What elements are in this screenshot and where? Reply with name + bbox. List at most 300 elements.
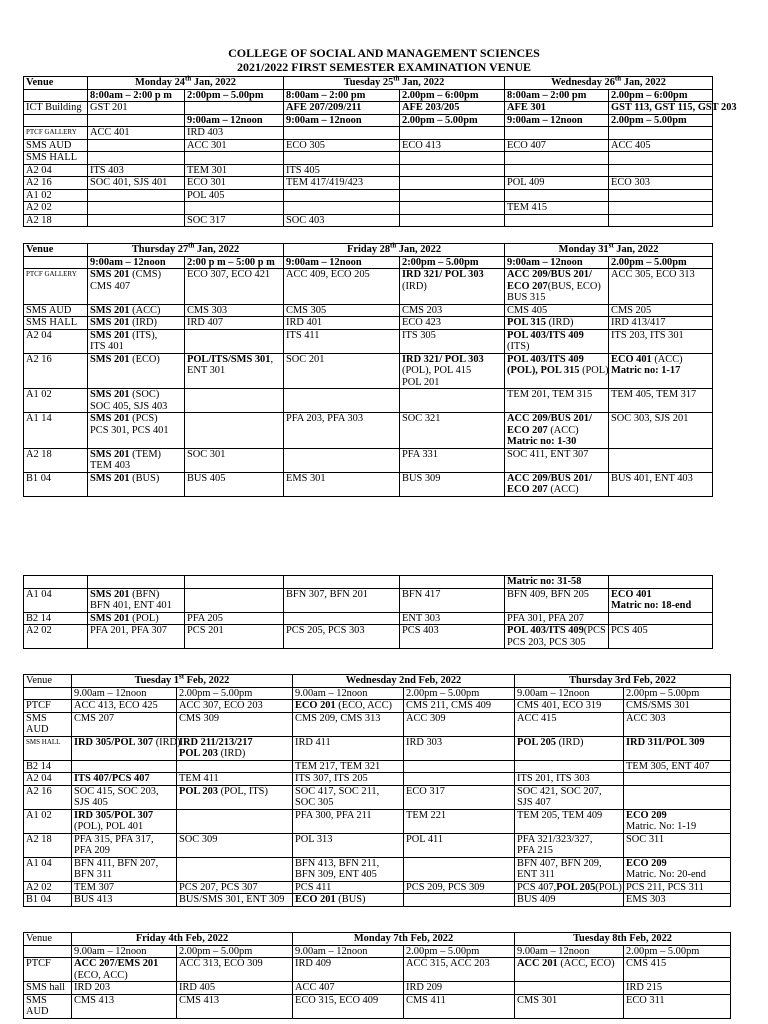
day-header-row bbox=[24, 77, 713, 90]
exam-slot bbox=[609, 189, 713, 202]
venue-name: ICT Building bbox=[24, 102, 88, 115]
venue-row bbox=[24, 700, 731, 713]
time-slot: 2:00pm – 5.00pm bbox=[185, 89, 284, 102]
venue-row bbox=[24, 214, 713, 227]
cell-text: BUS 315 bbox=[507, 292, 546, 303]
cell-text: EMS 301 bbox=[286, 472, 326, 484]
cell-text: ECO 311 bbox=[626, 994, 665, 1006]
exam-slot bbox=[400, 448, 505, 472]
exam-slot bbox=[177, 958, 293, 982]
cell-text: PCS 203, PCS 305 bbox=[507, 636, 586, 648]
exam-slot bbox=[505, 127, 609, 140]
cell-text: ITS 411 bbox=[286, 329, 320, 341]
cell-text: ENT 303 bbox=[402, 612, 441, 624]
course-code-bold: 9:00am – 12noon bbox=[507, 114, 583, 126]
exam-slot bbox=[72, 736, 181, 760]
cell-text: IRD 407 bbox=[187, 317, 224, 328]
exam-slot bbox=[293, 809, 404, 833]
cell-text: PCS 301, PCS 401 bbox=[90, 424, 169, 436]
venue-name: SMS AUD bbox=[24, 139, 88, 152]
cell-text: EMS 303 bbox=[626, 894, 666, 905]
course-code-bold: POL 205 bbox=[556, 881, 596, 893]
day-header: Monday 31st Jan, 2022 bbox=[505, 244, 713, 257]
exam-slot bbox=[284, 139, 400, 152]
cell-text: IRD 413/417 bbox=[611, 317, 666, 328]
exam-slot bbox=[609, 588, 713, 612]
exam-slot bbox=[400, 127, 505, 140]
exam-slot bbox=[185, 177, 284, 190]
cell-text: (POL), POL 401 bbox=[74, 821, 144, 832]
cell-text: TEM 217, TEM 321 bbox=[295, 760, 381, 772]
cell-text: IRD 203 bbox=[74, 982, 111, 993]
exam-slot bbox=[88, 625, 185, 649]
exam-slot bbox=[609, 127, 713, 140]
exam-slot bbox=[185, 114, 284, 127]
cell-text: ECO 303 bbox=[611, 177, 650, 188]
cell-text: (BFN) bbox=[129, 588, 160, 600]
exam-slot bbox=[515, 712, 624, 736]
time-slot: 2.00pm – 5.00pm bbox=[624, 945, 731, 958]
exam-slot bbox=[505, 472, 609, 496]
exam-slot bbox=[177, 760, 293, 773]
exam-slot bbox=[88, 304, 185, 317]
cell-text: (IRD) bbox=[217, 748, 246, 759]
cell-text: (ACC, ECO) bbox=[557, 958, 615, 969]
course-code-bold: POL/ITS/SMS 301 bbox=[187, 353, 271, 365]
cell-text: PCS 403 bbox=[402, 625, 439, 636]
exam-slot bbox=[177, 773, 293, 786]
venue-name: SMS HALL bbox=[24, 317, 88, 330]
exam-slot bbox=[185, 329, 284, 353]
cell-text: BUS 401, ENT 403 bbox=[611, 472, 693, 484]
exam-slot bbox=[185, 472, 284, 496]
exam-slot bbox=[284, 152, 400, 165]
venue-row bbox=[24, 304, 713, 317]
cell-text: IRD 403 bbox=[187, 127, 224, 138]
cell-text: SOC 415, SOC 203, bbox=[74, 785, 159, 797]
venue-row bbox=[24, 389, 713, 413]
cell-text: ACC 401 bbox=[90, 127, 130, 138]
day-header-row bbox=[24, 675, 731, 688]
exam-slot bbox=[72, 760, 177, 773]
exam-slot bbox=[88, 202, 185, 215]
exam-slot bbox=[284, 164, 400, 177]
course-code-bold: SMS 201 bbox=[90, 353, 130, 365]
exam-slot bbox=[185, 625, 284, 649]
exam-slot bbox=[404, 785, 515, 809]
exam-slot bbox=[515, 760, 624, 773]
venue-row bbox=[24, 202, 713, 215]
cell-text: ITS 307, ITS 205 bbox=[295, 773, 368, 784]
course-code-bold: SMS 201 bbox=[90, 304, 130, 316]
cell-text: CMS 413 bbox=[179, 994, 220, 1006]
exam-slot bbox=[293, 712, 404, 736]
cell-text: ITS 403 bbox=[90, 164, 124, 176]
time-slot: 9.00am – 12noon bbox=[293, 945, 404, 958]
exam-slot bbox=[609, 472, 713, 496]
course-code-bold: ECO 209 bbox=[626, 857, 667, 869]
venue-row bbox=[24, 177, 713, 190]
cell-text: SOC 301 bbox=[187, 448, 226, 460]
cell-text: TEM 305, ENT 407 bbox=[626, 760, 710, 772]
exam-slot bbox=[609, 317, 713, 330]
course-code-bold: ACC 201 bbox=[517, 958, 558, 969]
venue-cell bbox=[24, 576, 88, 589]
exam-slot bbox=[400, 139, 505, 152]
cell-text: ACC 407 bbox=[295, 982, 335, 993]
time-slot: 9:00am – 12noon bbox=[284, 256, 400, 269]
exam-slot bbox=[177, 881, 293, 894]
venue-row bbox=[24, 982, 731, 995]
cell-text: (ITS) bbox=[507, 341, 530, 352]
time-slot-row bbox=[24, 687, 731, 700]
venue-name: B1 04 bbox=[24, 472, 88, 496]
cell-text: PFA 205 bbox=[187, 612, 223, 624]
exam-slot bbox=[293, 857, 404, 881]
cell-text: SJS 405 bbox=[74, 797, 108, 808]
exam-slot bbox=[400, 114, 505, 127]
exam-slot bbox=[293, 833, 404, 857]
exam-slot bbox=[505, 214, 609, 227]
cell-text: BFN 411, BFN 207, bbox=[74, 857, 159, 869]
timetable-2 bbox=[23, 243, 713, 497]
cell-text: CMS 211, CMS 409 bbox=[406, 700, 492, 711]
exam-slot bbox=[404, 773, 515, 786]
cell-text: ECO 423 bbox=[402, 317, 441, 328]
exam-slot bbox=[88, 317, 185, 330]
cell-text: ACC 409, ECO 205 bbox=[286, 269, 370, 280]
day-header: Tuesday 25th Jan, 2022 bbox=[284, 77, 505, 90]
venue-name: A2 18 bbox=[24, 214, 88, 227]
venue-row bbox=[24, 353, 713, 389]
exam-slot bbox=[515, 809, 624, 833]
time-slot: 2:00pm – 5.00pm bbox=[400, 256, 505, 269]
cell-text: CMS 411 bbox=[406, 994, 446, 1006]
cell-text: ACC 405 bbox=[611, 139, 651, 151]
cell-text: ECO 413 bbox=[402, 139, 441, 151]
venue-name: A2 04 bbox=[24, 773, 72, 786]
cell-text: TEM 405, TEM 317 bbox=[611, 389, 697, 400]
day-header: Friday 28th Jan, 2022 bbox=[284, 244, 505, 257]
venue-row bbox=[24, 881, 731, 894]
cell-text: ENT 301 bbox=[187, 365, 226, 376]
exam-slot bbox=[404, 833, 515, 857]
exam-slot bbox=[505, 152, 609, 165]
exam-slot bbox=[609, 214, 713, 227]
exam-slot bbox=[609, 152, 713, 165]
exam-slot bbox=[72, 700, 177, 713]
exam-slot bbox=[404, 982, 515, 995]
course-code-bold: ECO 209 bbox=[626, 809, 667, 821]
course-code-bold: SMS 201 bbox=[90, 448, 130, 460]
cell-text: BUS 405 bbox=[187, 472, 226, 484]
cell-text: CMS 413 bbox=[74, 994, 115, 1006]
venue-header: Venue bbox=[24, 933, 72, 946]
timetable-1 bbox=[23, 74, 737, 227]
exam-slot bbox=[284, 588, 400, 612]
exam-slot bbox=[185, 588, 284, 612]
cell-text: ECO 315, ECO 409 bbox=[295, 994, 379, 1006]
cell-text: PFA 315, PFA 317, bbox=[74, 833, 154, 845]
cell-text: SOC 317 bbox=[187, 214, 226, 226]
cell-text: (IRD) bbox=[556, 736, 584, 748]
cell-text: IRD 411 bbox=[295, 736, 331, 748]
cell-text: ECO 407 bbox=[507, 139, 546, 151]
cell-text: CMS/SMS 301 bbox=[626, 700, 690, 711]
cell-text: CMS 401, ECO 319 bbox=[517, 700, 602, 711]
exam-slot bbox=[609, 413, 713, 449]
cell-text: BUS 409 bbox=[517, 894, 556, 905]
cell-text: (POL) bbox=[129, 612, 159, 624]
course-code-bold: ACC 209/BUS 201/ bbox=[507, 413, 592, 424]
cell-text: PCS 205, PCS 303 bbox=[286, 625, 365, 636]
exam-slot bbox=[400, 214, 505, 227]
cell-text: CMS 205 bbox=[611, 304, 652, 316]
time-slot: 9.00am – 12noon bbox=[515, 687, 624, 700]
course-code-bold: 9:00am – 12noon bbox=[286, 114, 362, 126]
cell-text: TEM 307 bbox=[74, 881, 115, 893]
venue-cell bbox=[24, 256, 88, 269]
exam-slot bbox=[293, 785, 404, 809]
exam-slot bbox=[88, 389, 185, 413]
course-code-bold: AFE 301 bbox=[507, 102, 546, 113]
timetable-5 bbox=[23, 932, 731, 1019]
exam-slot bbox=[284, 214, 400, 227]
exam-slot bbox=[284, 448, 400, 472]
course-code-bold: SMS 201 bbox=[90, 269, 130, 280]
cell-text: SOC 401, SJS 401 bbox=[90, 177, 168, 188]
day-header: Thursday 27th Jan, 2022 bbox=[88, 244, 284, 257]
time-slot: 8:00am – 2:00 p m bbox=[88, 89, 185, 102]
exam-slot bbox=[624, 809, 731, 833]
course-code-bold: GST 113, GST 115, GST 203 bbox=[611, 102, 737, 113]
cell-text: PCS 407, bbox=[517, 881, 557, 893]
course-code-bold: ECO 207 bbox=[507, 280, 548, 292]
cell-text: (TEM) bbox=[129, 448, 162, 460]
exam-slot bbox=[284, 317, 400, 330]
cell-text: (ACC) bbox=[651, 353, 683, 365]
venue-name: A1 14 bbox=[24, 413, 88, 449]
cell-text: BFN 409, BFN 205 bbox=[507, 588, 589, 600]
exam-slot bbox=[284, 269, 400, 305]
exam-slot bbox=[284, 413, 400, 449]
exam-slot bbox=[505, 102, 609, 115]
exam-slot bbox=[505, 625, 609, 649]
exam-slot bbox=[515, 833, 624, 857]
venue-header: Venue bbox=[24, 675, 72, 688]
exam-slot bbox=[609, 389, 713, 413]
exam-slot bbox=[177, 809, 293, 833]
cell-text: ECO 317 bbox=[406, 785, 445, 797]
cell-text: BFN 407, BFN 209, bbox=[517, 857, 602, 869]
cell-text: , bbox=[270, 353, 274, 365]
cell-text: CMS 415 bbox=[626, 958, 667, 969]
exam-slot bbox=[404, 881, 515, 894]
cell-text: (ECO, ACC) bbox=[74, 969, 128, 981]
venue-row bbox=[24, 114, 713, 127]
cell-text: BUS/SMS 301, ENT 309 bbox=[179, 894, 285, 905]
exam-slot bbox=[609, 202, 713, 215]
venue-name: A2 02 bbox=[24, 881, 72, 894]
exam-slot bbox=[624, 785, 731, 809]
exam-slot bbox=[505, 588, 609, 612]
venue-header: Venue bbox=[24, 77, 88, 90]
exam-slot bbox=[505, 202, 609, 215]
time-slot bbox=[185, 576, 284, 589]
cell-text: SOC 303, SJS 201 bbox=[611, 413, 689, 424]
day-header: Monday 7th Feb, 2022 bbox=[293, 933, 515, 946]
course-code-bold: SMS 201 bbox=[90, 472, 130, 484]
exam-slot bbox=[88, 214, 185, 227]
exam-slot bbox=[88, 612, 185, 625]
cell-text: (ACC) bbox=[129, 304, 161, 316]
cell-text: SOC 421, SOC 207, bbox=[517, 785, 602, 797]
exam-slot bbox=[177, 736, 293, 760]
course-code-bold: ECO 401 bbox=[611, 353, 652, 365]
cell-text: PFA 203, PFA 303 bbox=[286, 413, 364, 424]
cell-text: ENT 311 bbox=[517, 869, 555, 880]
time-slot: 2.00pm – 5.00pm bbox=[177, 945, 293, 958]
exam-slot bbox=[624, 982, 731, 995]
cell-text: ACC 301 bbox=[187, 139, 227, 151]
exam-slot bbox=[515, 857, 624, 881]
exam-slot bbox=[293, 958, 404, 982]
venue-row bbox=[24, 269, 713, 305]
course-code-bold: SMS 201 bbox=[90, 317, 130, 328]
cell-text: (IRD) bbox=[546, 317, 574, 328]
cell-text: SOC 321 bbox=[402, 413, 441, 424]
cell-text: PCS 201 bbox=[187, 625, 224, 636]
exam-slot bbox=[284, 189, 400, 202]
cell-text: ITS 201, ITS 303 bbox=[517, 773, 590, 784]
course-code-bold: 9:00am – 12noon bbox=[187, 114, 263, 126]
venue-row bbox=[24, 809, 731, 833]
exam-slot bbox=[404, 760, 515, 773]
day-header: Tuesday 1st Feb, 2022 bbox=[72, 675, 293, 688]
cell-text: (CMS) bbox=[129, 269, 162, 280]
time-slot bbox=[609, 576, 713, 589]
exam-slot bbox=[505, 139, 609, 152]
exam-slot bbox=[505, 317, 609, 330]
cell-text: CMS 305 bbox=[286, 304, 327, 316]
venue-row bbox=[24, 894, 731, 907]
course-code-bold: SMS 201 bbox=[90, 329, 130, 341]
cell-text: TEM 417/419/423 bbox=[286, 177, 364, 188]
cell-text: (POL, ITS) bbox=[217, 785, 268, 797]
exam-slot bbox=[284, 625, 400, 649]
document-subtitle: 2021/2022 FIRST SEMESTER EXAMINATION VENUE bbox=[236, 60, 532, 74]
cell-text: IRD 303 bbox=[406, 736, 443, 748]
exam-slot bbox=[185, 152, 284, 165]
venue-name: A2 16 bbox=[24, 353, 88, 389]
cell-text: BFN 311 bbox=[74, 869, 113, 880]
venue-name bbox=[24, 114, 88, 127]
time-slot: 8:00am – 2:00 pm bbox=[505, 89, 609, 102]
exam-slot bbox=[624, 958, 731, 982]
course-code-bold: POL 203 bbox=[179, 748, 218, 759]
cell-text: TEM 301 bbox=[187, 164, 228, 176]
exam-slot bbox=[609, 304, 713, 317]
venue-row bbox=[24, 588, 713, 612]
exam-slot bbox=[72, 809, 177, 833]
exam-slot bbox=[400, 612, 505, 625]
cell-text: POL 405 bbox=[187, 189, 225, 201]
cell-text: IRD 409 bbox=[295, 958, 332, 969]
cell-text: CMS 209, CMS 313 bbox=[295, 712, 381, 724]
cell-text: SOC 417, SOC 211, bbox=[295, 785, 380, 797]
exam-slot bbox=[177, 700, 293, 713]
exam-slot bbox=[284, 102, 400, 115]
exam-slot bbox=[624, 881, 731, 894]
venue-name: PTCF bbox=[24, 958, 72, 982]
exam-slot bbox=[400, 189, 505, 202]
cell-text: CMS 303 bbox=[187, 304, 228, 316]
course-code-bold: IRD 305/POL 307 bbox=[74, 809, 154, 821]
venue-cell bbox=[24, 687, 72, 700]
venue-row bbox=[24, 448, 713, 472]
exam-slot bbox=[515, 958, 624, 982]
venue-name: PTCF GALLERY bbox=[24, 269, 88, 305]
exam-slot bbox=[72, 982, 177, 995]
venue-name: A1 04 bbox=[24, 588, 88, 612]
course-code-bold: (POL), POL 315 bbox=[507, 365, 580, 376]
cell-text: TEM 415 bbox=[507, 202, 548, 213]
cell-text: PFA 321/323/327, bbox=[517, 833, 593, 845]
cell-text: ECO 307, ECO 421 bbox=[187, 269, 271, 280]
course-code-bold: POL 315 bbox=[507, 317, 546, 328]
exam-slot bbox=[400, 102, 505, 115]
exam-slot bbox=[505, 353, 609, 389]
course-code-bold: SMS 201 bbox=[90, 612, 130, 624]
cell-text: ACC 413, ECO 425 bbox=[74, 700, 158, 711]
exam-slot bbox=[515, 700, 624, 713]
exam-slot bbox=[505, 177, 609, 190]
exam-slot bbox=[284, 114, 400, 127]
exam-slot bbox=[624, 700, 731, 713]
course-code-bold: IRD 321/ POL 303 bbox=[402, 269, 484, 280]
exam-slot bbox=[88, 152, 185, 165]
cell-text: ACC 307, ECO 203 bbox=[179, 700, 263, 711]
cell-text: (BUS) bbox=[335, 894, 366, 905]
cell-text: TEM 205, TEM 409 bbox=[517, 809, 603, 821]
exam-slot bbox=[400, 177, 505, 190]
cell-text: (ECO, ACC) bbox=[335, 700, 392, 711]
day-header: Monday 24th Jan, 2022 bbox=[88, 77, 284, 90]
time-slot: 9:00am – 12noon bbox=[88, 256, 185, 269]
cell-text: BUS 309 bbox=[402, 472, 441, 484]
cell-text: (POL) bbox=[595, 881, 622, 893]
exam-slot bbox=[400, 164, 505, 177]
exam-slot bbox=[505, 329, 609, 353]
venue-row bbox=[24, 317, 713, 330]
venue-name: A2 18 bbox=[24, 833, 72, 857]
cell-text: ACC 313, ECO 309 bbox=[179, 958, 263, 969]
course-code-bold: AFE 207/209/211 bbox=[286, 102, 362, 113]
exam-slot bbox=[177, 994, 293, 1018]
venue-row bbox=[24, 472, 713, 496]
exam-slot bbox=[185, 189, 284, 202]
exam-slot bbox=[404, 994, 515, 1018]
venue-name: A2 16 bbox=[24, 785, 72, 809]
exam-slot bbox=[88, 472, 185, 496]
cell-text: PFA 331 bbox=[402, 448, 438, 460]
exam-slot bbox=[404, 700, 515, 713]
exam-slot bbox=[505, 269, 609, 305]
venue-name: A1 02 bbox=[24, 809, 72, 833]
venue-row bbox=[24, 994, 731, 1018]
venue-row bbox=[24, 612, 713, 625]
exam-slot bbox=[404, 958, 515, 982]
